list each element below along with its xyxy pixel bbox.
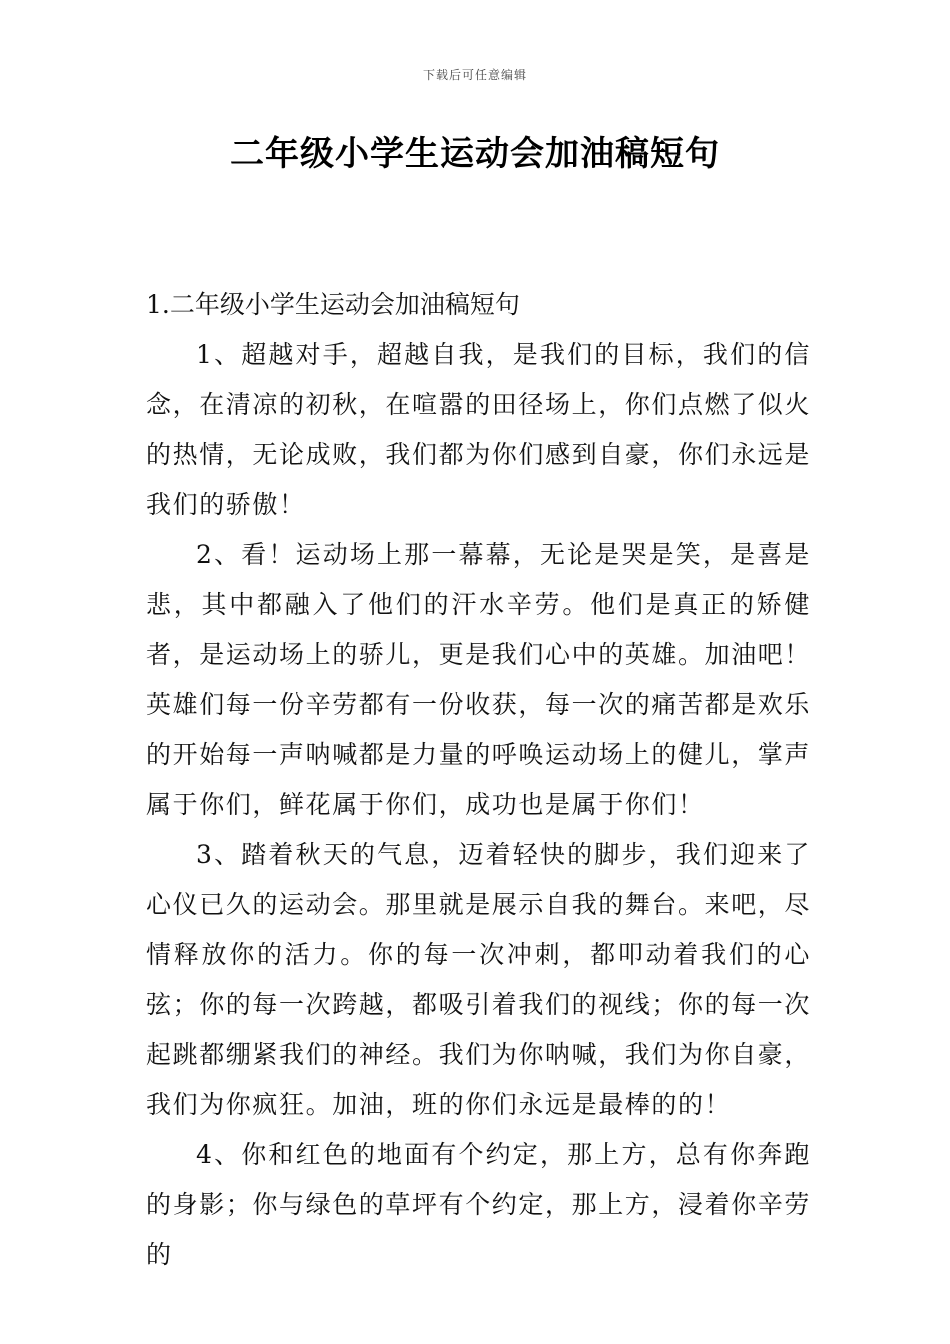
section-heading: 1.二年级小学生运动会加油稿短句 [146, 290, 520, 319]
paragraph-4: 4、你和红色的地面有个约定，那上方，总有你奔跑的身影；你与绿色的草坪有个约定，那上方，浸着你辛劳的 [146, 1140, 812, 1269]
paragraph-2: 2、看！运动场上那一幕幕，无论是哭是笑，是喜是悲，其中都融入了他们的汗水辛劳。他们是真正的矫健者，是运动场上的骄儿，更是我们心中的英雄。加油吧！英雄们每一份辛劳都有一份收获，每一次的痛苦都是欢乐的开始每一声呐喊都是力量的呼唤运动场上的健儿，掌声属于你们，鲜花属于你们，成功也是属于你们！ [146, 540, 812, 819]
document-title: 二年级小学生运动会加油稿短句 [230, 134, 720, 174]
paragraph-1: 1、超越对手，超越自我，是我们的目标，我们的信念，在清凉的初秋，在喧嚣的田径场上，你们点燃了似火的热情，无论成败，我们都为你们感到自豪，你们永远是我们的骄傲！ [146, 340, 812, 519]
paragraph-3: 3、踏着秋天的气息，迈着轻快的脚步，我们迎来了心仪已久的运动会。那里就是展示自我的舞台。来吧，尽情释放你的活力。你的每一次冲刺，都叩动着我们的心弦；你的每一次跨越，都吸引着我们的视线；你的每一次起跳都绷紧我们的神经。我们为你呐喊，我们为你自豪，我们为你疯狂。加油，班的你们永远是最棒的的！ [146, 840, 812, 1119]
header-note: 下载后可任意编辑 [422, 68, 527, 82]
document-body [146, 280, 811, 1280]
